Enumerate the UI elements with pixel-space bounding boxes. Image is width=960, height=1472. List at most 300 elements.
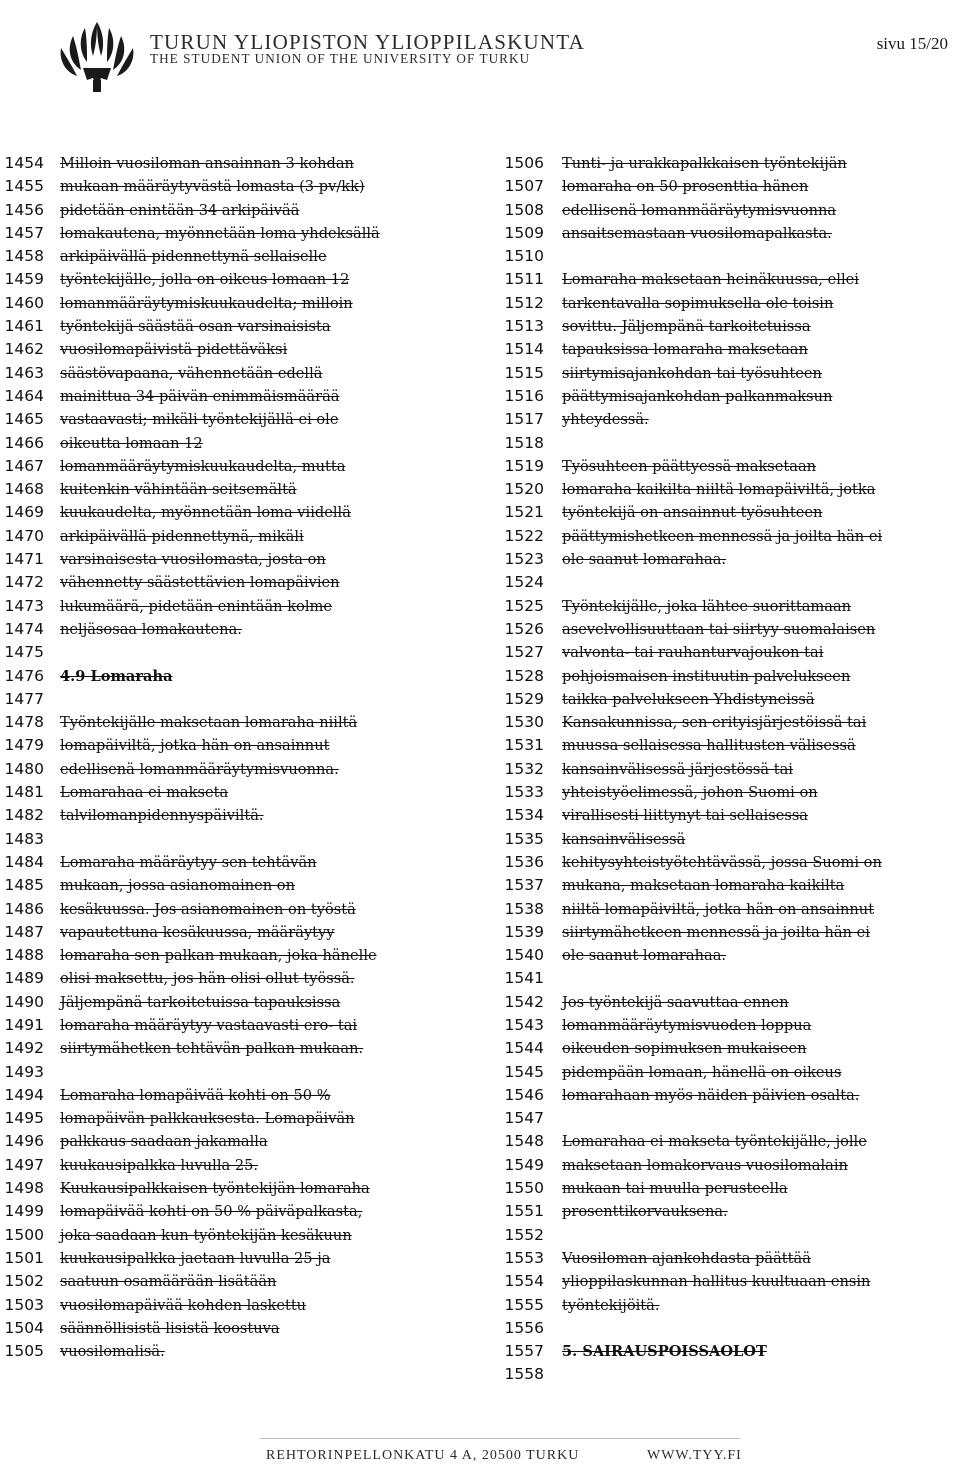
text-line bbox=[496, 828, 960, 851]
line-text: asevelvollisuuttaan tai siirtyy suomalaisen bbox=[562, 620, 876, 638]
line-number: 1492 bbox=[4, 1039, 44, 1058]
line-text: Jäljempänä tarkoitetuissa tapauksissa bbox=[60, 993, 341, 1011]
line-number: 1480 bbox=[4, 759, 44, 778]
text-line bbox=[0, 688, 490, 711]
line-number: 1522 bbox=[504, 526, 544, 545]
line-number: 1536 bbox=[504, 852, 544, 871]
line-text: Lomarahaa ei makseta bbox=[60, 784, 229, 802]
line-text: lomarahaan myös näiden päivien osalta. bbox=[562, 1086, 860, 1104]
line-number: 1545 bbox=[504, 1062, 544, 1081]
text-line bbox=[496, 432, 960, 455]
line-text: Lomaraha maksetaan heinäkuussa, ellei bbox=[562, 271, 859, 289]
line-text: palkkaus saadaan jakamalla bbox=[60, 1133, 268, 1151]
line-number: 1479 bbox=[4, 736, 44, 755]
text-line bbox=[496, 1270, 960, 1293]
text-line bbox=[496, 478, 960, 501]
line-number: 1555 bbox=[504, 1295, 544, 1314]
text-line bbox=[0, 734, 490, 757]
line-text: kuukaudelta, myönnetään loma viidellä bbox=[60, 504, 351, 522]
line-number: 1539 bbox=[504, 922, 544, 941]
line-text: niiltä lomapäiviltä, jotka hän on ansainnut bbox=[562, 900, 875, 918]
line-text: päättymisajankohdan palkanmaksun bbox=[562, 387, 833, 405]
text-line bbox=[496, 1154, 960, 1177]
text-line bbox=[0, 1224, 490, 1247]
line-text: siirtymähetkeen mennessä ja joilta hän ei bbox=[562, 923, 870, 941]
text-line bbox=[496, 1294, 960, 1317]
line-text: maksetaan lomakorvaus vuosilomalain bbox=[562, 1156, 848, 1174]
line-number: 1504 bbox=[4, 1318, 44, 1337]
text-line bbox=[496, 874, 960, 897]
line-number: 1484 bbox=[4, 852, 44, 871]
line-text: vuosilomalisä. bbox=[60, 1343, 165, 1361]
line-text: vapautettuna kesäkuussa, määräytyy bbox=[60, 923, 335, 941]
line-text: valvonta- tai rauhanturvajoukon tai bbox=[562, 644, 824, 662]
line-number: 1544 bbox=[504, 1039, 544, 1058]
text-line bbox=[496, 1130, 960, 1153]
line-number: 1497 bbox=[4, 1155, 44, 1174]
line-text: tapauksissa lomaraha maksetaan bbox=[562, 341, 808, 359]
line-text: prosenttikorvauksena. bbox=[562, 1203, 728, 1221]
line-number: 1456 bbox=[4, 200, 44, 219]
text-line bbox=[0, 1014, 490, 1037]
line-text: Lomaraha määräytyy sen tehtävän bbox=[60, 853, 317, 871]
line-number: 1518 bbox=[504, 433, 544, 452]
text-line bbox=[496, 1014, 960, 1037]
line-text: kuukausipalkka luvulla 25. bbox=[60, 1156, 259, 1174]
line-text: lomaraha sen palkan mukaan, joka hänelle bbox=[60, 947, 377, 965]
line-number: 1530 bbox=[504, 713, 544, 732]
line-text: kansainvälisessä bbox=[562, 830, 686, 848]
text-line bbox=[0, 804, 490, 827]
line-number: 1556 bbox=[504, 1318, 544, 1337]
line-text: Milloin vuosiloman ansainnan 3 kohdan bbox=[60, 155, 354, 172]
line-number: 1541 bbox=[504, 969, 544, 988]
line-text: kuukausipalkka jaetaan luvulla 25 ja bbox=[60, 1249, 331, 1267]
text-line bbox=[0, 1130, 490, 1153]
line-text: joka saadaan kun työntekijän kesäkuun bbox=[60, 1226, 352, 1244]
student-union-logo-icon bbox=[55, 18, 140, 96]
line-number: 1455 bbox=[4, 177, 44, 196]
line-number: 1542 bbox=[504, 992, 544, 1011]
line-number: 1554 bbox=[504, 1272, 544, 1291]
line-text: kesäkuussa. Jos asianomainen on työstä bbox=[60, 900, 356, 918]
footer-website: WWW.TYY.FI bbox=[647, 1448, 742, 1463]
text-line bbox=[0, 1317, 490, 1340]
text-line bbox=[496, 408, 960, 431]
line-number: 1533 bbox=[504, 783, 544, 802]
text-line bbox=[0, 199, 490, 222]
text-line bbox=[0, 1270, 490, 1293]
line-number: 1486 bbox=[4, 899, 44, 918]
text-line bbox=[496, 618, 960, 641]
line-text: työntekijä on ansainnut työsuhteen bbox=[562, 504, 823, 522]
line-number: 1464 bbox=[4, 386, 44, 405]
line-number: 1540 bbox=[504, 946, 544, 965]
line-text: lomaraha on 50 prosenttia hänen bbox=[562, 178, 809, 196]
line-text: arkipäivällä pidennettynä, mikäli bbox=[60, 527, 304, 545]
line-text: mukaan tai muulla perusteella bbox=[562, 1180, 788, 1198]
line-text: pidempään lomaan, hänellä on oikeus bbox=[562, 1063, 842, 1081]
line-number: 1502 bbox=[4, 1272, 44, 1291]
line-text: Kansakunnissa, sen erityisjärjestöissä tai bbox=[562, 714, 867, 732]
text-line bbox=[496, 222, 960, 245]
line-text: vastaavasti; mikäli työntekijällä ei ole bbox=[60, 411, 339, 429]
line-text: Jos työntekijä saavuttaa ennen bbox=[562, 993, 789, 1011]
line-text: kansainvälisessä järjestössä tai bbox=[562, 760, 793, 778]
line-number: 1524 bbox=[504, 573, 544, 592]
line-text: lomaraha määräytyy vastaavasti ero- tai bbox=[60, 1016, 358, 1034]
line-text: päättymishetkeen mennessä ja joilta hän ei bbox=[562, 527, 883, 545]
line-number: 1457 bbox=[4, 223, 44, 242]
line-text: Lomaraha lomapäivää kohti on 50 % bbox=[60, 1086, 331, 1104]
line-text: työntekijä säästää osan varsinaisista bbox=[60, 318, 331, 336]
line-number: 1460 bbox=[4, 293, 44, 312]
line-number: 1470 bbox=[4, 526, 44, 545]
line-number: 1509 bbox=[504, 223, 544, 242]
text-line bbox=[0, 1294, 490, 1317]
text-line bbox=[496, 991, 960, 1014]
text-line bbox=[496, 548, 960, 571]
text-line bbox=[496, 525, 960, 548]
line-text: ansaitsemastaan vuosilomapalkasta. bbox=[562, 224, 832, 242]
line-number: 1527 bbox=[504, 643, 544, 662]
line-number: 1478 bbox=[4, 713, 44, 732]
text-line bbox=[496, 944, 960, 967]
text-line bbox=[0, 874, 490, 897]
line-text: pohjoismaisen instituutin palvelukseen bbox=[562, 667, 851, 685]
line-number: 1488 bbox=[4, 946, 44, 965]
text-line bbox=[0, 571, 490, 594]
text-line bbox=[496, 571, 960, 594]
text-line bbox=[0, 944, 490, 967]
line-number: 1454 bbox=[4, 154, 44, 172]
line-number: 1508 bbox=[504, 200, 544, 219]
line-number: 1493 bbox=[4, 1062, 44, 1081]
line-number: 1461 bbox=[4, 317, 44, 336]
line-number: 1523 bbox=[504, 550, 544, 569]
line-text: Työntekijälle, joka lähtee suorittamaan bbox=[562, 597, 852, 615]
line-number: 1512 bbox=[504, 293, 544, 312]
line-number: 1535 bbox=[504, 829, 544, 848]
line-number: 1496 bbox=[4, 1132, 44, 1151]
line-number: 1507 bbox=[504, 177, 544, 196]
line-number: 1525 bbox=[504, 596, 544, 615]
line-number: 1463 bbox=[4, 363, 44, 382]
line-text: lomanmääräytymiskuukaudelta, mutta bbox=[60, 457, 346, 475]
line-number: 1511 bbox=[504, 270, 544, 289]
line-number: 1547 bbox=[504, 1109, 544, 1128]
text-line bbox=[0, 711, 490, 734]
footer-address: REHTORINPELLONKATU 4 A, 20500 TURKU bbox=[266, 1448, 580, 1463]
text-line bbox=[0, 292, 490, 315]
text-line bbox=[496, 781, 960, 804]
line-text: mukana, maksetaan lomaraha kaikilta bbox=[562, 877, 845, 895]
line-number: 1476 bbox=[4, 666, 44, 685]
text-line bbox=[496, 734, 960, 757]
text-line bbox=[496, 898, 960, 921]
page-footer bbox=[0, 1438, 960, 1468]
line-text: siirtymisajankohdan tai työsuhteen bbox=[562, 364, 822, 382]
text-line bbox=[496, 665, 960, 688]
text-line bbox=[0, 991, 490, 1014]
line-number: 1471 bbox=[4, 550, 44, 569]
line-number: 1473 bbox=[4, 596, 44, 615]
text-line bbox=[0, 455, 490, 478]
line-number: 1499 bbox=[4, 1202, 44, 1221]
text-line bbox=[496, 362, 960, 385]
text-line bbox=[496, 455, 960, 478]
line-text: säännöllisistä lisistä koostuva bbox=[60, 1319, 280, 1337]
line-text: siirtymähetken tehtävän palkan mukaan. bbox=[60, 1040, 364, 1058]
text-line bbox=[496, 1107, 960, 1130]
line-text: Kuukausipalkkaisen työntekijän lomaraha bbox=[60, 1180, 370, 1198]
line-number: 1485 bbox=[4, 876, 44, 895]
line-text: sovittu. Jäljempänä tarkoitetuissa bbox=[562, 318, 811, 336]
line-number: 1549 bbox=[504, 1155, 544, 1174]
line-text: vuosilomapäivistä pidettäväksi bbox=[60, 341, 288, 359]
section-heading: 5. SAIRAUSPOISSAOLOT bbox=[562, 1343, 767, 1361]
line-text: ole saanut lomarahaa. bbox=[562, 947, 727, 965]
text-line bbox=[0, 1247, 490, 1270]
page-number: sivu 15/20 bbox=[876, 34, 948, 53]
line-number: 1498 bbox=[4, 1179, 44, 1198]
text-line bbox=[496, 1363, 960, 1386]
line-text: yhteistyöelimessä, johon Suomi on bbox=[562, 784, 818, 802]
line-number: 1543 bbox=[504, 1015, 544, 1034]
text-line bbox=[496, 152, 960, 175]
line-number: 1517 bbox=[504, 410, 544, 429]
text-line bbox=[0, 548, 490, 571]
line-number: 1529 bbox=[504, 689, 544, 708]
text-line bbox=[0, 595, 490, 618]
text-line bbox=[0, 1340, 490, 1363]
line-text: mukaan määräytyvästä lomasta (3 pv/kk) bbox=[60, 178, 365, 196]
text-line bbox=[0, 338, 490, 361]
line-number: 1550 bbox=[504, 1179, 544, 1198]
text-line bbox=[496, 967, 960, 990]
text-line bbox=[496, 1224, 960, 1247]
line-number: 1537 bbox=[504, 876, 544, 895]
text-line bbox=[496, 1061, 960, 1084]
line-number: 1495 bbox=[4, 1109, 44, 1128]
line-text: muussa sellaisessa hallitusten välisessä bbox=[562, 737, 856, 755]
text-line bbox=[0, 641, 490, 664]
line-text: oikeuden sopimuksen mukaiseen bbox=[562, 1040, 807, 1058]
line-number: 1548 bbox=[504, 1132, 544, 1151]
text-line bbox=[496, 199, 960, 222]
line-number: 1467 bbox=[4, 456, 44, 475]
text-line bbox=[0, 1200, 490, 1223]
line-number: 1458 bbox=[4, 247, 44, 266]
line-text: lukumäärä, pidetään enintään kolme bbox=[60, 597, 332, 615]
text-line bbox=[496, 292, 960, 315]
line-text: mainittua 34 päivän enimmäismäärää bbox=[60, 387, 340, 405]
text-line bbox=[496, 1317, 960, 1340]
section-heading: 4.9 Lomaraha bbox=[60, 667, 173, 685]
line-text: edellisenä lomanmääräytymisvuonna bbox=[562, 201, 837, 219]
line-text: talvilomanpidennyspäiviltä. bbox=[60, 807, 264, 825]
text-line bbox=[0, 1177, 490, 1200]
text-line bbox=[496, 268, 960, 291]
line-text: taikka palvelukseen Yhdistyneissä bbox=[562, 690, 815, 708]
line-number: 1472 bbox=[4, 573, 44, 592]
text-line bbox=[496, 501, 960, 524]
text-line bbox=[496, 1177, 960, 1200]
line-number: 1475 bbox=[4, 643, 44, 662]
line-number: 1531 bbox=[504, 736, 544, 755]
line-text: lomapäivää kohti on 50 % päiväpalkasta, bbox=[60, 1203, 363, 1221]
text-line bbox=[0, 501, 490, 524]
text-line bbox=[0, 222, 490, 245]
line-number: 1519 bbox=[504, 456, 544, 475]
line-number: 1459 bbox=[4, 270, 44, 289]
line-number: 1501 bbox=[4, 1248, 44, 1267]
line-number: 1510 bbox=[504, 247, 544, 266]
text-line bbox=[0, 362, 490, 385]
text-line bbox=[496, 1200, 960, 1223]
line-text: olisi maksettu, jos hän olisi ollut työssä. bbox=[60, 970, 355, 988]
line-text: edellisenä lomanmääräytymisvuonna. bbox=[60, 760, 339, 778]
text-line bbox=[0, 921, 490, 944]
line-number: 1465 bbox=[4, 410, 44, 429]
text-line bbox=[0, 758, 490, 781]
line-number: 1469 bbox=[4, 503, 44, 522]
text-line bbox=[0, 1084, 490, 1107]
line-text: tarkentavalla sopimuksella ole toisin bbox=[562, 294, 834, 312]
line-number: 1468 bbox=[4, 480, 44, 499]
line-number: 1528 bbox=[504, 666, 544, 685]
line-number: 1474 bbox=[4, 619, 44, 638]
line-text: yhteydessä. bbox=[562, 411, 649, 429]
text-line bbox=[0, 1107, 490, 1130]
text-line bbox=[496, 315, 960, 338]
right-column bbox=[496, 152, 960, 1387]
text-line bbox=[0, 525, 490, 548]
line-number: 1538 bbox=[504, 899, 544, 918]
org-name: TURUN YLIOPISTON YLIOPPILASKUNTA bbox=[150, 30, 585, 54]
text-line bbox=[0, 385, 490, 408]
line-text: neljäsosaa lomakautena. bbox=[60, 620, 242, 638]
line-text: mukaan, jossa asianomainen on bbox=[60, 877, 295, 895]
text-line bbox=[0, 665, 490, 688]
line-number: 1500 bbox=[4, 1225, 44, 1244]
text-line bbox=[0, 175, 490, 198]
text-line bbox=[0, 967, 490, 990]
line-number: 1506 bbox=[504, 154, 544, 172]
text-line bbox=[0, 408, 490, 431]
line-number: 1552 bbox=[504, 1225, 544, 1244]
line-number: 1526 bbox=[504, 619, 544, 638]
text-line bbox=[0, 851, 490, 874]
line-number: 1481 bbox=[4, 783, 44, 802]
line-number: 1483 bbox=[4, 829, 44, 848]
text-line bbox=[496, 1247, 960, 1270]
line-text: Vuosiloman ajankohdasta päättää bbox=[562, 1249, 811, 1267]
line-text: työntekijöitä. bbox=[562, 1296, 660, 1314]
footer-divider bbox=[260, 1438, 740, 1439]
line-text: kuitenkin vähintään seitsemältä bbox=[60, 481, 297, 499]
line-text: pidetään enintään 34 arkipäivää bbox=[60, 201, 300, 219]
line-number: 1466 bbox=[4, 433, 44, 452]
line-number: 1546 bbox=[504, 1085, 544, 1104]
text-line bbox=[0, 152, 490, 175]
line-number: 1557 bbox=[504, 1342, 544, 1361]
text-line bbox=[496, 688, 960, 711]
line-text: varsinaisesta vuosilomasta, josta on bbox=[60, 551, 326, 569]
text-line bbox=[496, 245, 960, 268]
text-line bbox=[0, 245, 490, 268]
line-text: lomapäiviltä, jotka hän on ansainnut bbox=[60, 737, 330, 755]
text-line bbox=[496, 804, 960, 827]
line-number: 1515 bbox=[504, 363, 544, 382]
line-text: oikeutta lomaan 12 bbox=[60, 434, 203, 452]
text-line bbox=[496, 595, 960, 618]
text-line bbox=[496, 175, 960, 198]
text-line bbox=[496, 851, 960, 874]
org-name-english: THE STUDENT UNION OF THE UNIVERSITY OF TURKU bbox=[150, 51, 531, 66]
line-text: vuosilomapäivää kohden laskettu bbox=[60, 1296, 307, 1314]
line-text: ole saanut lomarahaa. bbox=[562, 551, 727, 569]
line-number: 1482 bbox=[4, 806, 44, 825]
line-number: 1494 bbox=[4, 1085, 44, 1104]
line-number: 1505 bbox=[4, 1342, 44, 1361]
text-line bbox=[0, 1154, 490, 1177]
line-text: virallisesti liittynyt tai sellaisessa bbox=[562, 807, 809, 825]
line-text: lomanmääräytymiskuukaudelta; milloin bbox=[60, 294, 353, 312]
line-number: 1491 bbox=[4, 1015, 44, 1034]
line-text: Työsuhteen päättyessä maksetaan bbox=[562, 457, 817, 475]
line-text: saatuun osamäärään lisätään bbox=[60, 1273, 277, 1291]
text-line bbox=[496, 1340, 960, 1363]
line-text: Tunti- ja urakkapalkkaisen työntekijän bbox=[562, 155, 847, 172]
line-number: 1490 bbox=[4, 992, 44, 1011]
text-line bbox=[0, 1037, 490, 1060]
line-number: 1503 bbox=[4, 1295, 44, 1314]
line-number: 1551 bbox=[504, 1202, 544, 1221]
line-text: kehitysyhteistyötehtävässä, jossa Suomi on bbox=[562, 853, 882, 871]
line-number: 1487 bbox=[4, 922, 44, 941]
line-number: 1553 bbox=[504, 1248, 544, 1267]
line-number: 1534 bbox=[504, 806, 544, 825]
line-number: 1532 bbox=[504, 759, 544, 778]
text-line bbox=[0, 478, 490, 501]
line-text: lomaraha kaikilta niiltä lomapäiviltä, jotka bbox=[562, 481, 876, 499]
line-number: 1520 bbox=[504, 480, 544, 499]
text-line bbox=[0, 898, 490, 921]
text-line bbox=[0, 781, 490, 804]
line-text: arkipäivällä pidennettynä sellaiselle bbox=[60, 248, 327, 266]
text-line bbox=[0, 618, 490, 641]
line-text: työntekijälle, jolla on oikeus lomaan 12 bbox=[60, 271, 350, 289]
line-text: ylioppilaskunnan hallitus kuultuaan ensin bbox=[562, 1273, 871, 1291]
text-line bbox=[0, 828, 490, 851]
page-header bbox=[0, 0, 960, 100]
line-number: 1513 bbox=[504, 317, 544, 336]
line-text: lomanmääräytymisvuoden loppua bbox=[562, 1016, 812, 1034]
line-text: säästövapaana, vähennetään edellä bbox=[60, 364, 323, 382]
line-number: 1489 bbox=[4, 969, 44, 988]
text-line bbox=[0, 432, 490, 455]
line-text: lomakautena, myönnetään loma yhdeksällä bbox=[60, 224, 380, 242]
text-line bbox=[496, 711, 960, 734]
line-text: vähennetty säästettävien lomapäivien bbox=[60, 574, 340, 592]
text-line bbox=[0, 1061, 490, 1084]
text-line bbox=[0, 315, 490, 338]
text-line bbox=[496, 641, 960, 664]
line-number: 1477 bbox=[4, 689, 44, 708]
line-number: 1558 bbox=[504, 1365, 544, 1384]
line-number: 1514 bbox=[504, 340, 544, 359]
